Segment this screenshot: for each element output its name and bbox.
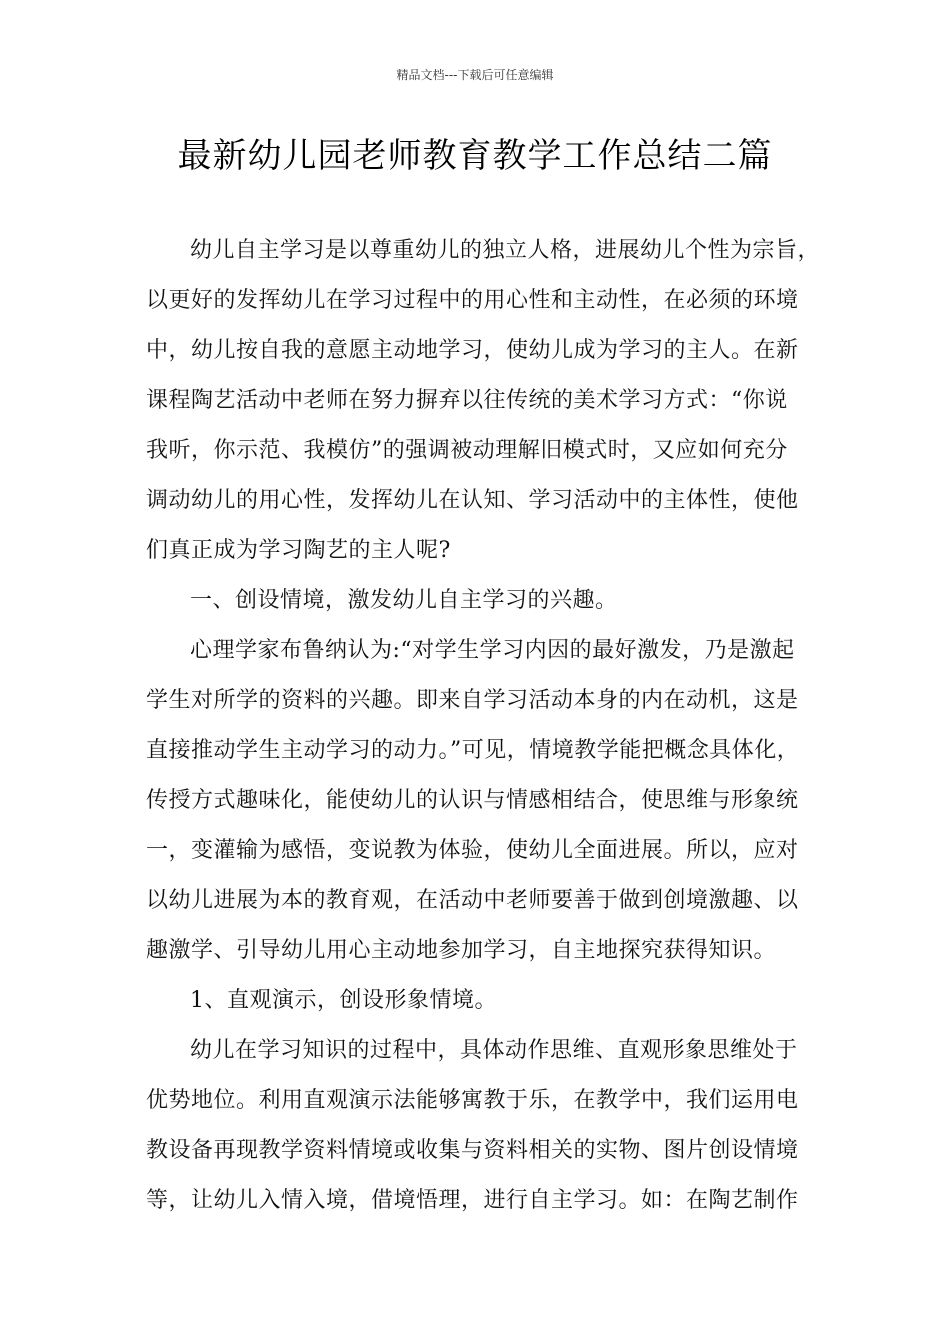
body-line: 教设备再现教学资料情境或收集与资料相关的实物、图片创设情境 — [146, 1138, 799, 1163]
body-line: 调动幼儿的用心性，发挥幼儿在认知、学习活动中的主体性，使他 — [146, 488, 799, 513]
body-line: 趣激学、引导幼儿用心主动地参加学习，自主地探究获得知识。 — [146, 938, 777, 963]
body-line: 传授方式趣味化，能使幼儿的认识与情感相结合，使思维与形象统 — [146, 788, 799, 813]
body-line: 们真正成为学习陶艺的主人呢? — [146, 538, 451, 563]
body-line: 学生对所学的资料的兴趣。即来自学习活动本身的内在动机，这是 — [146, 688, 799, 713]
body-line: 直接推动学生主动学习的动力。”可见，情境教学能把概念具体化， — [146, 738, 800, 763]
subsection-heading: 1、直观演示，创设形象情境。 — [190, 988, 497, 1013]
body-line: 一，变灌输为感悟，变说教为体验，使幼儿全面进展。所以，应对 — [146, 838, 799, 863]
body-line: 中，幼儿按自我的意愿主动地学习，使幼儿成为学习的主人。在新 — [146, 338, 799, 363]
body-line: 心理学家布鲁纳认为:“对学生学习内因的最好激发，乃是激起 — [190, 638, 795, 663]
header-note: 精品文档---下载后可任意编辑 — [396, 68, 554, 82]
document-title: 最新幼儿园老师教育教学工作总结二篇 — [177, 136, 773, 176]
section-heading: 一、创设情境，激发幼儿自主学习的兴趣。 — [190, 588, 618, 613]
body-line: 优势地位。利用直观演示法能够寓教于乐，在教学中，我们运用电 — [146, 1088, 799, 1113]
body-line: 幼儿自主学习是以尊重幼儿的独立人格，进展幼儿个性为宗旨， — [190, 238, 821, 263]
body-line: 幼儿在学习知识的过程中，具体动作思维、直观形象思维处于 — [190, 1038, 798, 1063]
body-line: 以幼儿进展为本的教育观，在活动中老师要善于做到创境激趣、以 — [146, 888, 799, 913]
body-line: 我听，你示范、我模仿”的强调被动理解旧模式时，又应如何充分 — [146, 438, 788, 463]
body-line: 等，让幼儿入情入境，借境悟理，进行自主学习。如：在陶艺制作 — [146, 1188, 799, 1213]
body-line: 以更好的发挥幼儿在学习过程中的用心性和主动性，在必须的环境 — [146, 288, 799, 313]
body-line: 课程陶艺活动中老师在努力摒弃以往传统的美术学习方式：“你说 — [146, 388, 788, 413]
